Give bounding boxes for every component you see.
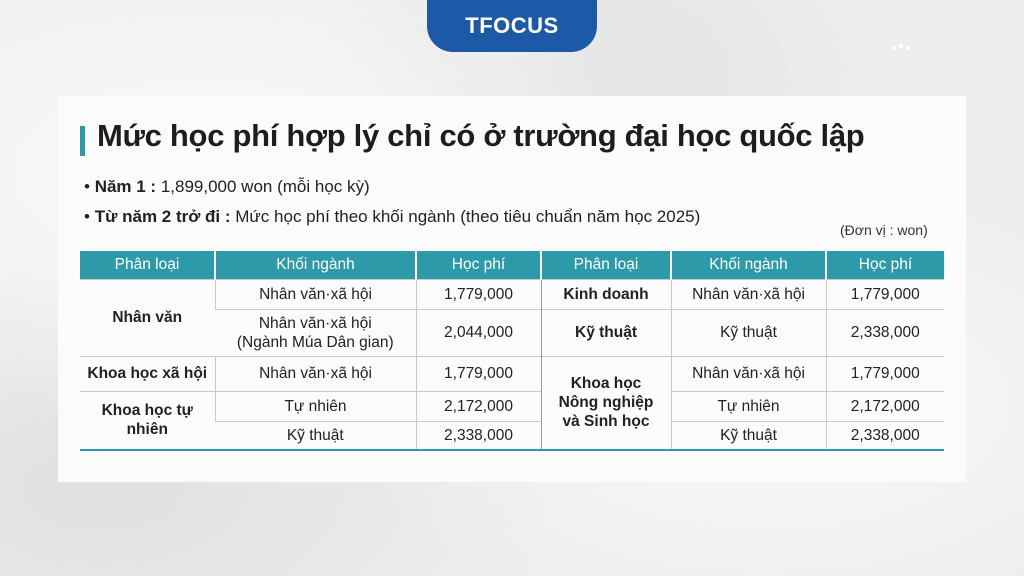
unit-note: (Đơn vị : won) <box>840 222 928 238</box>
header-fee: Học phí <box>826 251 944 279</box>
category-cell <box>80 279 215 356</box>
field-cell: Kỹ thuật <box>671 421 826 450</box>
brand-logo <box>427 0 597 52</box>
bullet-second-year: • Từ năm 2 trở đi : Mức học phí theo khối ngành (theo tiêu chuẩn năm học 2025) <box>84 207 701 226</box>
title-accent-bar <box>80 126 85 156</box>
category-cell: Khoa học Nông nghiệp và Sinh học <box>541 356 671 450</box>
field-cell: Kỹ thuật <box>215 421 416 450</box>
bullet-text: Mức học phí theo khối ngành (theo tiêu chuẩn năm học 2025) <box>230 207 701 226</box>
category-cell: Kỹ thuật <box>541 309 671 356</box>
field-cell: Nhân văn·xã hội (Ngành Múa Dân gian) <box>215 309 416 356</box>
fee-cell: 1,779,000 <box>416 279 541 309</box>
table-header-row <box>80 251 944 279</box>
header-category: Phân loại <box>541 251 671 279</box>
fee-cell: 2,338,000 <box>826 421 944 450</box>
bullet-first-year: • Năm 1 : 1,899,000 won (mỗi học kỳ) <box>84 177 370 196</box>
fee-cell: 1,779,000 <box>826 356 944 391</box>
header-field: Khối ngành <box>671 251 826 279</box>
field-cell: Nhân văn·xã hội <box>215 279 416 309</box>
fee-cell: 2,338,000 <box>826 309 944 356</box>
fee-cell: 1,779,000 <box>826 279 944 309</box>
fee-cell: 2,172,000 <box>826 391 944 421</box>
field-cell: Tự nhiên <box>215 391 416 421</box>
bullet-label: Từ năm 2 trở đi : <box>94 207 231 226</box>
fee-cell: 1,779,000 <box>416 356 541 391</box>
header-category: Phân loại <box>80 251 215 279</box>
dots-decoration-icon <box>892 44 912 52</box>
category-name: Nhân văn <box>112 309 183 326</box>
table-row <box>80 356 944 391</box>
table-row <box>80 391 944 421</box>
fee-cell: 2,044,000 <box>416 309 541 356</box>
field-cell: Kỹ thuật <box>671 309 826 356</box>
header-fee: Học phí <box>416 251 541 279</box>
table-row <box>80 279 944 309</box>
bullet-text: 1,899,000 won (mỗi học kỳ) <box>156 177 370 196</box>
fee-cell: 2,338,000 <box>416 421 541 450</box>
bullet-label: Năm 1 : <box>94 177 157 196</box>
field-cell: Nhân văn·xã hội <box>215 356 416 391</box>
tuition-table <box>80 251 944 451</box>
category-cell: Khoa học xã hội <box>80 356 215 391</box>
fee-cell: 2,172,000 <box>416 391 541 421</box>
category-cell: Kinh doanh <box>541 279 671 309</box>
field-cell: Nhân văn·xã hội <box>671 279 826 309</box>
page-title: Mức học phí hợp lý chỉ có ở trường đại học quốc lập <box>97 118 865 153</box>
field-cell: Tự nhiên <box>671 391 826 421</box>
brand-name: TFOCUS <box>465 13 559 38</box>
category-cell: Khoa học tự nhiên <box>80 391 215 450</box>
header-field: Khối ngành <box>215 251 416 279</box>
field-cell: Nhân văn·xã hội <box>671 356 826 391</box>
